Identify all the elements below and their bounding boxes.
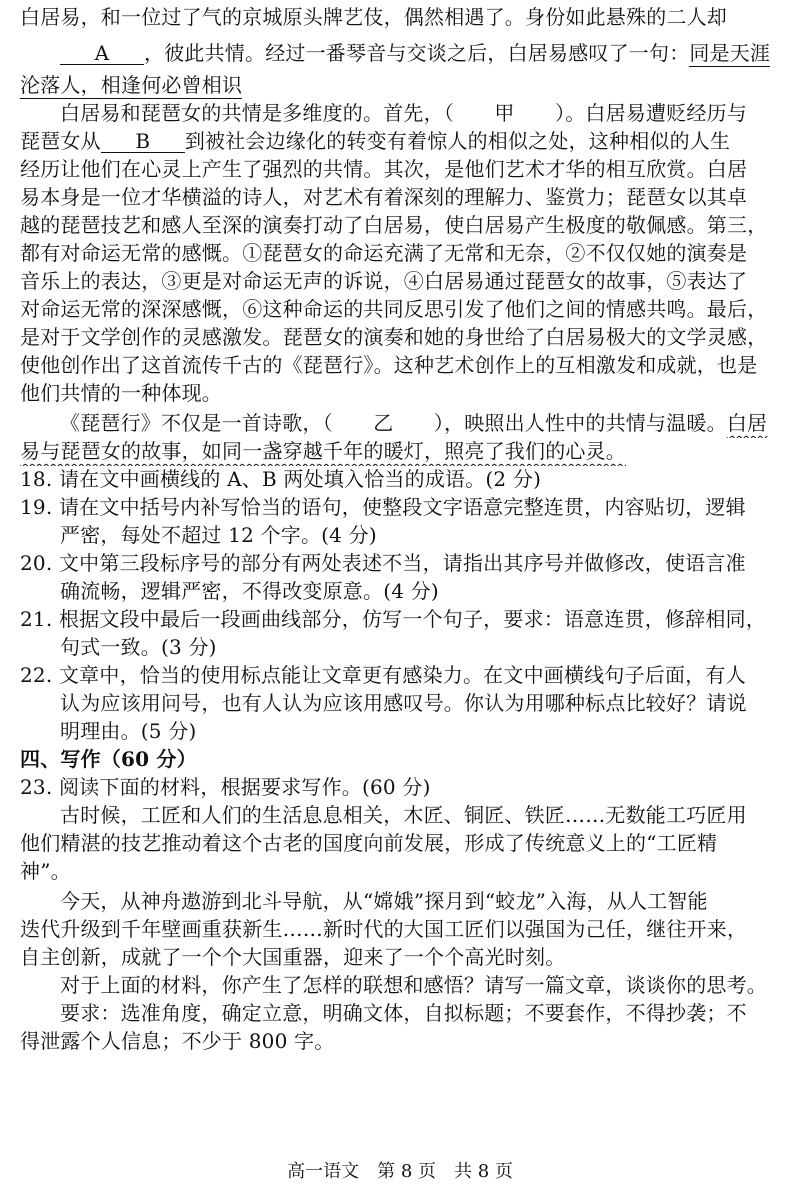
question-19-cont: 严密，每处不超过 12 个字。(4 分) [60, 523, 377, 547]
question-21: 21. 根据文段中最后一段画曲线部分，仿写一个句子，要求：语意连贯，修辞相同， [20, 607, 766, 631]
passage-line: 对命运无常的深深感慨，⑥这种命运的共同反思引发了他们之间的情感共鸣。最后， [20, 297, 768, 321]
blank-a: A [60, 42, 144, 65]
question-20-cont: 确流畅，逻辑严密，不得改变原意。(4 分) [60, 579, 439, 603]
passage-text: 《琵琶行》不仅是一首诗歌，（ 乙 ），映照出人性中的共情与温暖。 [60, 411, 727, 435]
question-23: 23. 阅读下面的材料，根据要求写作。(60 分) [20, 775, 431, 799]
passage-line: 是对于文学创作的灵感激发。琵琶女的演奏和她的身世给了白居易极大的文学灵感， [20, 325, 768, 349]
passage-line: 他们共情的一种体现。 [20, 381, 222, 405]
question-19: 19. 请在文中括号内补写恰当的语句，使整段文字语意完整连贯，内容贴切，逻辑 [20, 495, 746, 519]
passage-text: 白居易，和一位过了气的京城原头牌艺伎，偶然相遇了。身份如此悬殊的二人却 [20, 5, 727, 29]
question-22: 22. 文章中，恰当的使用标点能让文章更有感染力。在文中画横线句子后面，有人 [20, 663, 746, 687]
underlined-sentence: 同是天涯 [689, 41, 771, 65]
underlined-sentence: 沦落人，相逢何必曾相识 [20, 73, 243, 97]
material-line: 他们精湛的技艺推动着这个古老的国度向前发展，形成了传统意义上的“工匠精 [20, 831, 718, 855]
passage-line: 都有对命运无常的感慨。①琵琶女的命运充满了无常和无奈，②不仅仅她的演奏是 [20, 241, 748, 265]
material-line: 古时候，工匠和人们的生活息息相关，木匠、铜匠、铁匠……无数能工巧匠用 [60, 803, 747, 827]
question-21-cont: 句式一致。(3 分) [60, 635, 217, 659]
page-footer: 高一语文 第 8 页 共 8 页 [287, 1161, 513, 1182]
blank-b: B [101, 130, 185, 153]
passage-line: 经历让他们在心灵上产生了强烈的共情。其次，是他们艺术才华的相互欣赏。白居 [20, 157, 748, 181]
material-line: 对于上面的材料，你产生了怎样的联想和感悟？请写一篇文章，谈谈你的思考。 [60, 973, 767, 997]
wavy-underlined-text: 易与琵琶女的故事，如同一盏穿越千年的暖灯，照亮了我们的心灵。 [20, 439, 626, 463]
question-22-cont: 明理由。(5 分) [60, 719, 197, 743]
passage-line: 音乐上的表达，③更是对命运无声的诉说，④白居易通过琵琶女的故事，⑤表达了 [20, 269, 748, 293]
passage-text: 琵琶女从 [20, 129, 101, 153]
passage-line [20, 128, 780, 156]
wavy-underlined-text: 白居 [726, 411, 768, 435]
section-title-writing: 四、写作（60 分） [20, 747, 197, 771]
material-line: 迭代升级到千年壁画重获新生……新时代的大国工匠们以强国为己任，继往开来， [20, 917, 748, 941]
passage-line [60, 410, 780, 438]
passage-line: 越的琵琶技艺和感人至深的演奏打动了白居易，使白居易产生极度的敬佩感。第三， [20, 213, 768, 237]
material-line: 神”。 [20, 859, 71, 883]
passage-line [60, 40, 780, 68]
passage-text: ，彼此共情。经过一番琴音与交谈之后，白居易感叹了一句： [144, 41, 690, 65]
passage-line [20, 4, 780, 32]
question-20: 20. 文中第三段标序号的部分有两处表述不当，请指出其序号并做修改，使语言准 [20, 551, 746, 575]
passage-text: 到被社会边缘化的转变有着惊人的相似之处，这种相似的人生 [184, 129, 731, 153]
material-line: 自主创新，成就了一个个大国重器，迎来了一个个高光时刻。 [20, 945, 566, 969]
requirements-line: 要求：选准角度，确定立意，明确文体，自拟标题；不要套作，不得抄袭；不 [60, 1001, 747, 1025]
material-line: 今天，从神舟遨游到北斗导航，从“嫦娥”探月到“蛟龙”入海，从人工智能 [60, 889, 708, 913]
passage-line: 易本身是一位才华横溢的诗人，对艺术有着深刻的理解力、鉴赏力；琵琶女以其卓 [20, 185, 748, 209]
passage-line [60, 100, 780, 128]
requirements-line: 得泄露个人信息；不少于 800 字。 [20, 1029, 335, 1053]
question-18: 18. 请在文中画横线的 A、B 两处填入恰当的成语。(2 分) [20, 467, 542, 491]
passage-line [20, 438, 780, 466]
passage-text: 白居易和琵琶女的共情是多维度的。首先，（ 甲 ）。白居易遭贬经历与 [60, 101, 747, 125]
passage-line [20, 72, 780, 100]
passage-line: 使他创作出了这首流传千古的《琵琶行》。这种艺术创作上的互相激发和成就，也是 [20, 353, 758, 377]
question-22-cont: 认为应该用问号，也有人认为应该用感叹号。你认为用哪种标点比较好？请说 [60, 691, 747, 715]
